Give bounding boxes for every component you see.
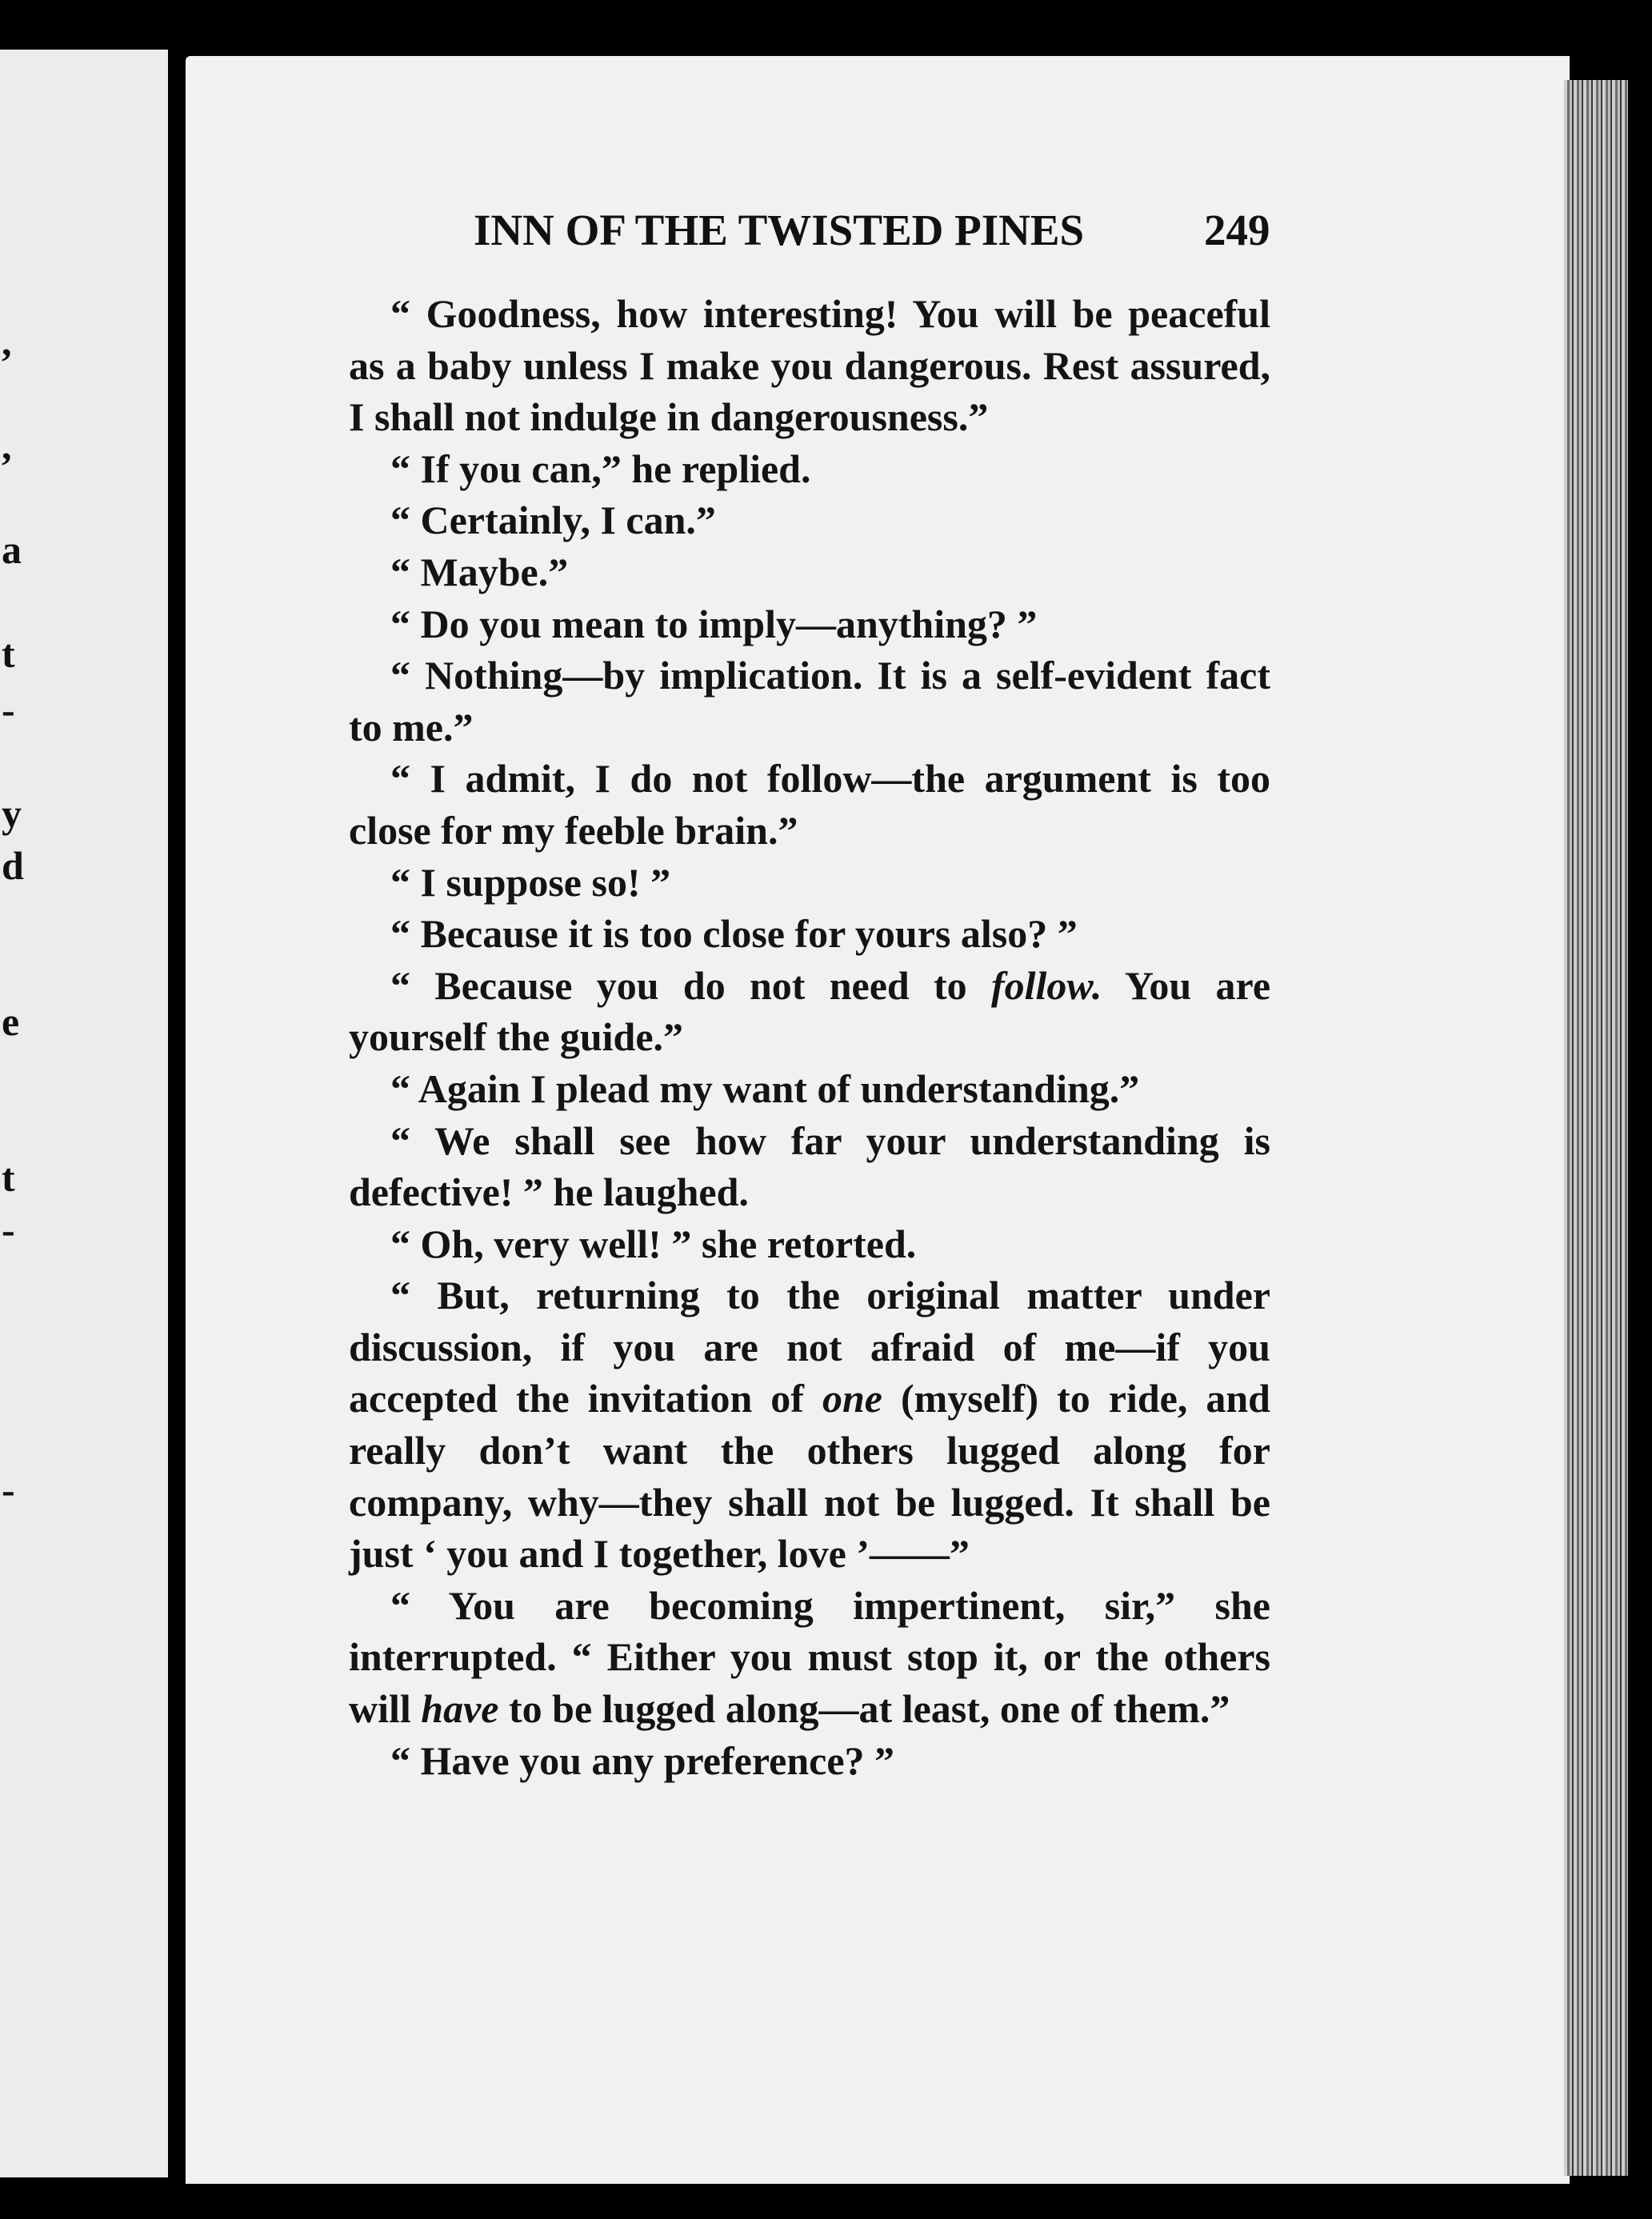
paragraph: “ If you can,” he replied.: [390, 446, 811, 491]
left-page-fragment: -: [2, 687, 15, 732]
paragraph: “ Again I plead my want of understanding.”: [390, 1066, 1140, 1111]
left-page-fragment: t: [2, 1155, 15, 1200]
paragraph: “ Nothing—by implication. It is a self-evident fact to me.”: [349, 653, 1270, 750]
left-page-fragment: ,: [2, 319, 12, 364]
paragraph: “ Certainly, I can.”: [390, 498, 716, 543]
paragraph: [349, 1580, 1270, 1735]
paragraph-text: “ You are becoming impertinent, sir,” she interrupted. “ Either you must stop it, or the others will: [349, 1582, 1270, 1732]
left-page-fragment: ,: [2, 423, 12, 468]
body-text: [349, 288, 1270, 1786]
paragraph: “ Have you any preference? ”: [390, 1737, 895, 1783]
left-page-fragment: t: [2, 631, 15, 676]
paragraph: [349, 1269, 1270, 1580]
paragraph-text: to be lugged along—at least, one of them.”: [498, 1686, 1230, 1732]
left-page-fragment: y: [2, 791, 22, 836]
paragraph: “ Because it is too close for yours also? ”: [390, 911, 1078, 957]
paragraph: “ Maybe.”: [390, 549, 569, 594]
left-page-fragment: d: [2, 843, 24, 888]
paragraph: “ I admit, I do not follow—the argument is too close for my feeble brain.”: [349, 756, 1270, 853]
left-page-fragment: -: [2, 1467, 15, 1512]
paragraph: “ Goodness, how interesting! You will be peaceful as a baby unless I make you dangerous. Rest assured, I shall not indulge in dangerousness.”: [349, 291, 1270, 440]
paragraph: “ Oh, very well! ” she retorted.: [390, 1221, 917, 1266]
paragraph-text: “ But, returning to the original matter under discussion, if you are not afraid of me—if you accepted the invitation of: [349, 1273, 1270, 1421]
paragraph-text: (myself) to ride, and really don’t want the others lugged along for company, why—they shall not be lugged. It shall be just ‘ you and I together, love ’——”: [349, 1376, 1270, 1577]
page-edges: [1564, 80, 1628, 2176]
book-gutter: [168, 32, 186, 2192]
paragraph: [349, 960, 1270, 1063]
facing-page-left: [0, 50, 168, 2177]
paragraph-text: “ Because you do not need to: [390, 962, 991, 1008]
emphasis-text: follow.: [990, 962, 1102, 1008]
page-number: 249: [1204, 206, 1270, 254]
left-page-fragment: e: [2, 999, 20, 1044]
paragraph: “ We shall see how far your understanding is defective! ” he laughed.: [349, 1117, 1270, 1215]
left-page-fragment: -: [2, 1207, 15, 1252]
paragraph: “ I suppose so! ”: [390, 859, 671, 905]
paragraph: “ Do you mean to imply—anything? ”: [390, 601, 1038, 646]
emphasis-text: one: [822, 1376, 882, 1421]
left-page-fragment: a: [2, 527, 22, 572]
running-head: INN OF THE TWISTED PINES: [474, 206, 1085, 254]
emphasis-text: have: [421, 1686, 499, 1732]
paragraph-text: You are yourself the guide.”: [349, 962, 1271, 1060]
